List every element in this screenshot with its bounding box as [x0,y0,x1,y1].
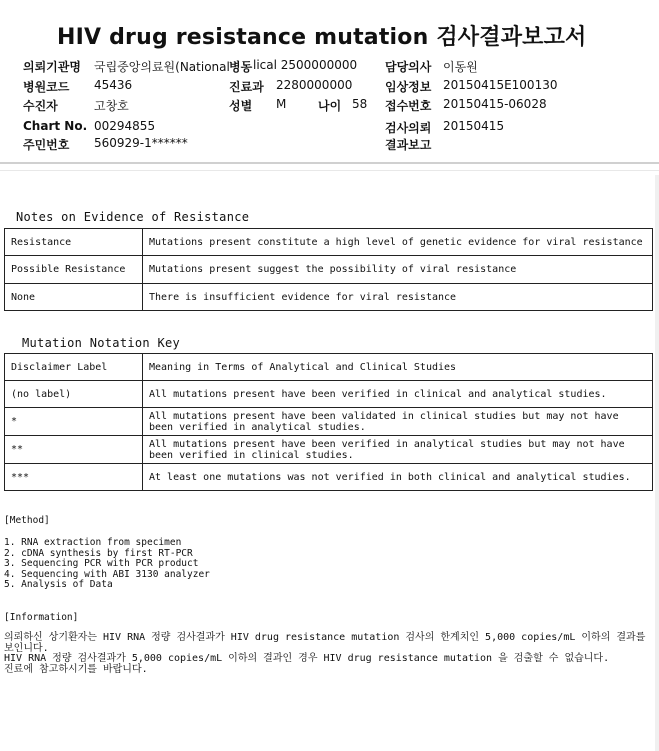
clinical-info-value: 20150415E100130 [443,78,558,92]
resident-no-value: 560929-1****** [94,136,188,150]
result-report-label: 결과보고 [385,138,432,152]
mutation-key-meaning-cell: All mutations present have been verified in analytical studies but may not have been verified in clinical studies. [143,436,653,464]
notes-term-cell: Possible Resistance [5,256,143,284]
table-row [5,284,653,311]
notes-term-cell: None [5,284,143,311]
list-item: 3. Sequencing PCR with PCR product [4,558,199,569]
sex-value: M [276,97,287,111]
page-edge-shadow [655,175,659,751]
notes-desc-cell: Mutations present suggest the possibility of viral resistance [143,256,653,284]
list-item: 2. cDNA synthesis by first RT-PCR [4,547,193,559]
receipt-no-value: 20150415-06028 [443,97,547,111]
mutation-key-title: Mutation Notation Key [22,336,181,350]
method-title: [Method] [4,515,50,526]
mutation-key-meaning-cell: All mutations present have been verified in clinical and analytical studies. [143,381,653,408]
table-row [5,381,653,408]
request-date-value: 20150415 [443,119,505,133]
hospital-code-value: 45436 [94,78,133,92]
dept-label: 진료과 [229,80,264,94]
table-row [5,436,653,464]
information-line: 진료에 참고하시기를 바랍니다. [4,663,148,675]
notes-term-cell: Resistance [5,229,143,256]
mutation-key-label-cell: ** [5,436,143,464]
request-date-label: 검사의뢰 [385,121,432,135]
mutation-key-label-cell: *** [5,464,143,491]
mutation-key-label-cell: (no label) [5,381,143,408]
sex-label: 성별 [229,99,253,113]
header-divider-secondary [0,170,659,171]
notes-title: Notes on Evidence of Resistance [16,210,250,224]
collector-label: 수진자 [23,99,58,113]
table-row [5,354,653,381]
notes-table [4,228,653,311]
doctor-label: 담당의사 [385,60,432,74]
list-item: 4. Sequencing with ABI 3130 analyzer [4,568,210,580]
notes-desc-cell: There is insufficient evidence for viral resistance [143,284,653,311]
table-row [5,256,653,284]
mutation-key-table [4,353,653,491]
age-label: 나이 [318,99,342,113]
clinical-info-label: 임상정보 [385,80,432,94]
mutation-key-label-cell: * [5,408,143,436]
resident-no-label: 주민번호 [23,138,70,152]
mutation-key-header-label: Disclaimer Label [5,354,143,381]
information-title: [Information] [4,612,79,623]
doctor-value: 이동원 [443,60,478,74]
method-list [4,538,604,591]
receipt-no-label: 접수번호 [385,99,432,113]
mutation-key-meaning-cell: All mutations present have been validated in clinical studies but may not have been verified in analytical studies. [143,408,653,436]
information-body [4,633,648,675]
notes-desc-cell: Mutations present constitute a high level of genetic evidence for viral resistance [143,229,653,256]
information-line: 의뢰하신 상기환자는 HIV RNA 정량 검사결과가 HIV drug resistance mutation 검사의 한계치인 5,000 copies/mL 이하의 결과를 보인니다. [4,632,646,654]
chart-no-label: Chart No. [23,119,88,133]
information-line: HIV RNA 정량 검사결과가 5,000 copies/mL 이하의 결과인 경우 HIV drug resistance mutation 을 검출할 수 없습니다. [4,653,610,664]
dept-value: 2280000000 [276,78,353,92]
collector-value: 고창호 [94,99,129,113]
report-title: HIV drug resistance mutation 검사결과보고서 [57,25,587,50]
mutation-key-header-meaning: Meaning in Terms of Analytical and Clinical Studies [143,354,653,381]
age-value: 58 [352,97,368,111]
table-row [5,229,653,256]
ward-label: 병동 [229,60,253,74]
table-row [5,408,653,436]
chart-no-value: 00294855 [94,119,156,133]
hospital-code-label: 병원코드 [23,80,70,94]
mutation-key-meaning-cell: At least one mutations was not verified in both clinical and analytical studies. [143,464,653,491]
list-item: 1. RNA extraction from specimen [4,537,182,548]
ward-value: lical 2500000000 [253,58,358,72]
list-item: 5. Analysis of Data [4,579,113,590]
requesting-org-value: 국립중앙의료원(National [94,60,230,74]
table-row [5,464,653,491]
requesting-org-label: 의뢰기관명 [23,60,81,74]
header-divider [0,162,659,164]
